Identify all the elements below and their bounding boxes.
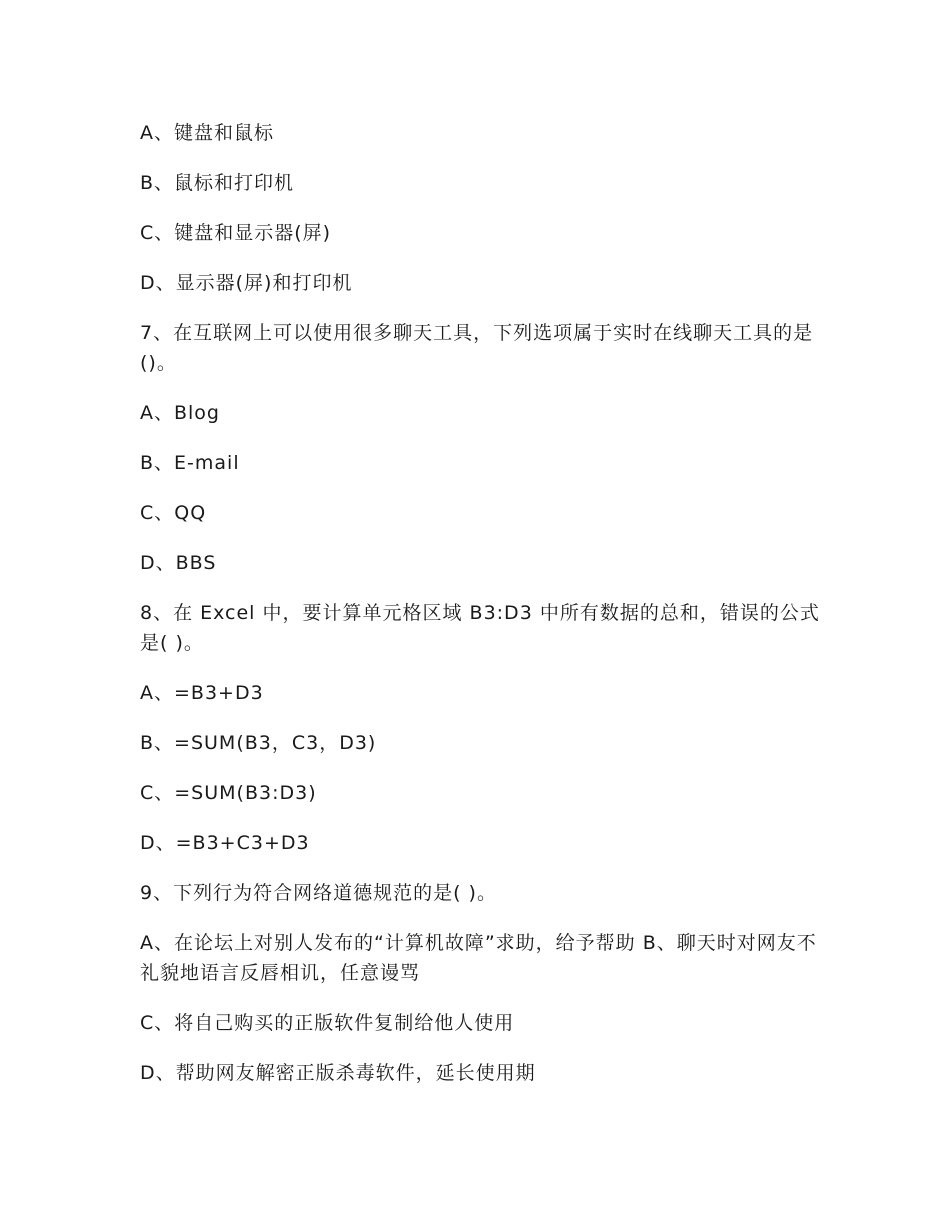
- option-c-q9: C、将自己购买的正版软件复制给他人使用: [140, 1012, 515, 1034]
- option-a-b-q9: A、在论坛上对别人发布的“计算机故障”求助，给予帮助 B、聊天时对网友不礼貌地语言反唇相讥，任意谩骂: [140, 932, 817, 984]
- option-a-q6: A、键盘和鼠标: [140, 122, 274, 144]
- option-d-q6: D、显示器(屏)和打印机: [140, 272, 353, 294]
- option-a-q7: A、Blog: [140, 402, 220, 424]
- option-b-q8: B、=SUM(B3，C3，D3): [140, 732, 377, 754]
- document-page: [140, 118, 820, 1108]
- question-8: 8、在 Excel 中，要计算单元格区域 B3:D3 中所有数据的总和，错误的公式是( )。: [140, 602, 820, 654]
- option-c-q6: C、键盘和显示器(屏): [140, 222, 332, 244]
- option-a-q8: A、=B3+D3: [140, 682, 264, 704]
- option-b-q6: B、鼠标和打印机: [140, 172, 295, 194]
- option-d-q8: D、=B3+C3+D3: [140, 832, 310, 854]
- option-c-q8: C、=SUM(B3:D3): [140, 782, 317, 804]
- question-9: 9、下列行为符合网络道德规范的是( )。: [140, 882, 497, 904]
- option-d-q9: D、帮助网友解密正版杀毒软件，延长使用期: [140, 1062, 536, 1084]
- question-7: 7、在互联网上可以使用很多聊天工具，下列选项属于实时在线聊天工具的是()。: [140, 322, 814, 374]
- option-d-q7: D、BBS: [140, 552, 217, 574]
- option-c-q7: C、QQ: [140, 502, 207, 524]
- option-b-q7: B、E-mail: [140, 452, 240, 474]
